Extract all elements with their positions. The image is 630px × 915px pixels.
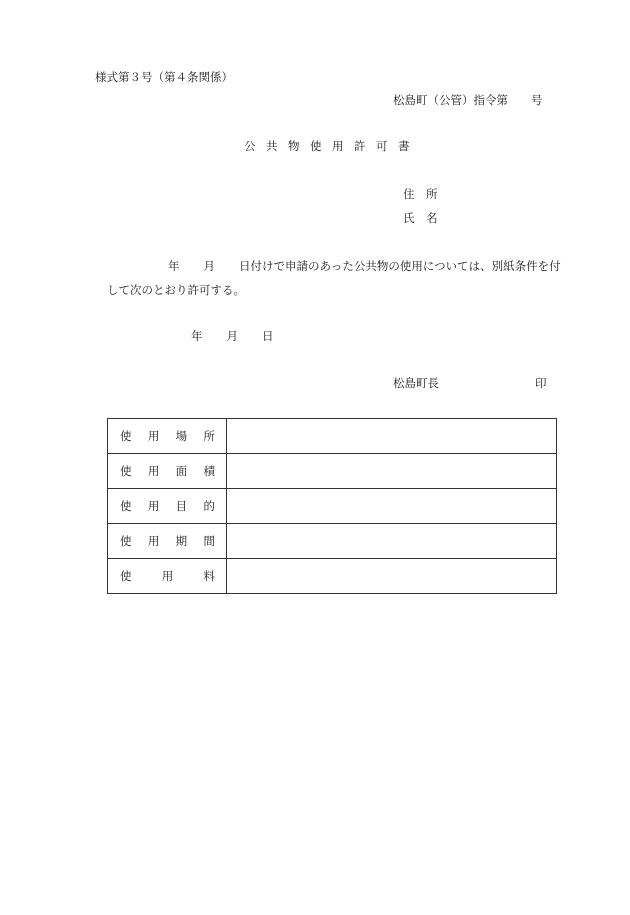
label-char: 用: [147, 499, 160, 513]
name-label: 氏 名: [403, 211, 438, 225]
label-char: 積: [203, 464, 215, 478]
title-char: 用: [332, 139, 344, 153]
label-char: 用: [161, 569, 174, 583]
row-label: [108, 454, 227, 489]
label-char: 所: [203, 429, 215, 443]
label-char: 場: [175, 429, 188, 443]
row-label: [108, 524, 227, 559]
label-char: 間: [203, 534, 215, 548]
seal-mark: 印: [535, 376, 547, 390]
row-label: [108, 559, 227, 594]
document-title: [244, 141, 410, 153]
table-row: [108, 524, 557, 559]
label-char: 用: [147, 429, 160, 443]
body-month: 月: [203, 259, 215, 273]
table-row: [108, 454, 557, 489]
label-char: 使: [120, 534, 132, 548]
label-char: 的: [203, 499, 215, 513]
label-char: 面: [175, 464, 188, 478]
label-char: 用: [147, 534, 160, 548]
title-char: 公: [244, 139, 256, 153]
address-label: 住 所: [403, 187, 438, 201]
title-char: 物: [288, 139, 300, 153]
label-char: 目: [175, 499, 188, 513]
document-number: 松島町（公管）指令第 号: [393, 93, 543, 107]
date-year: 年: [191, 329, 203, 343]
usage-period-value[interactable]: [227, 524, 557, 559]
issue-date: [191, 331, 274, 343]
usage-table: [107, 418, 557, 594]
label-char: 使: [120, 569, 132, 583]
body-year: 年: [168, 259, 180, 273]
usage-fee-value[interactable]: [227, 559, 557, 594]
usage-area-value[interactable]: [227, 454, 557, 489]
title-char: 可: [376, 139, 388, 153]
date-day: 日: [262, 329, 274, 343]
table-row: [108, 559, 557, 594]
row-label: [108, 489, 227, 524]
body-text: 日付けで申請のあった公共物の使用については、別紙条件を付: [239, 259, 561, 273]
title-char: 使: [310, 139, 322, 153]
issuer: 松島町長: [393, 376, 439, 390]
label-char: 期: [175, 534, 188, 548]
title-char: 共: [266, 139, 278, 153]
label-char: 料: [203, 569, 215, 583]
label-char: 用: [147, 464, 160, 478]
table-row: [108, 419, 557, 454]
title-char: 許: [354, 139, 366, 153]
usage-place-value[interactable]: [227, 419, 557, 454]
date-month: 月: [226, 329, 238, 343]
title-char: 書: [398, 139, 410, 153]
usage-purpose-value[interactable]: [227, 489, 557, 524]
body-line-1: [168, 261, 561, 273]
row-label: [108, 419, 227, 454]
form-number: 様式第３号（第４条関係）: [95, 70, 233, 84]
body-line-2: して次のとおり許可する。: [107, 283, 245, 297]
label-char: 使: [120, 464, 132, 478]
label-char: 使: [120, 499, 132, 513]
label-char: 使: [120, 429, 132, 443]
table-row: [108, 489, 557, 524]
